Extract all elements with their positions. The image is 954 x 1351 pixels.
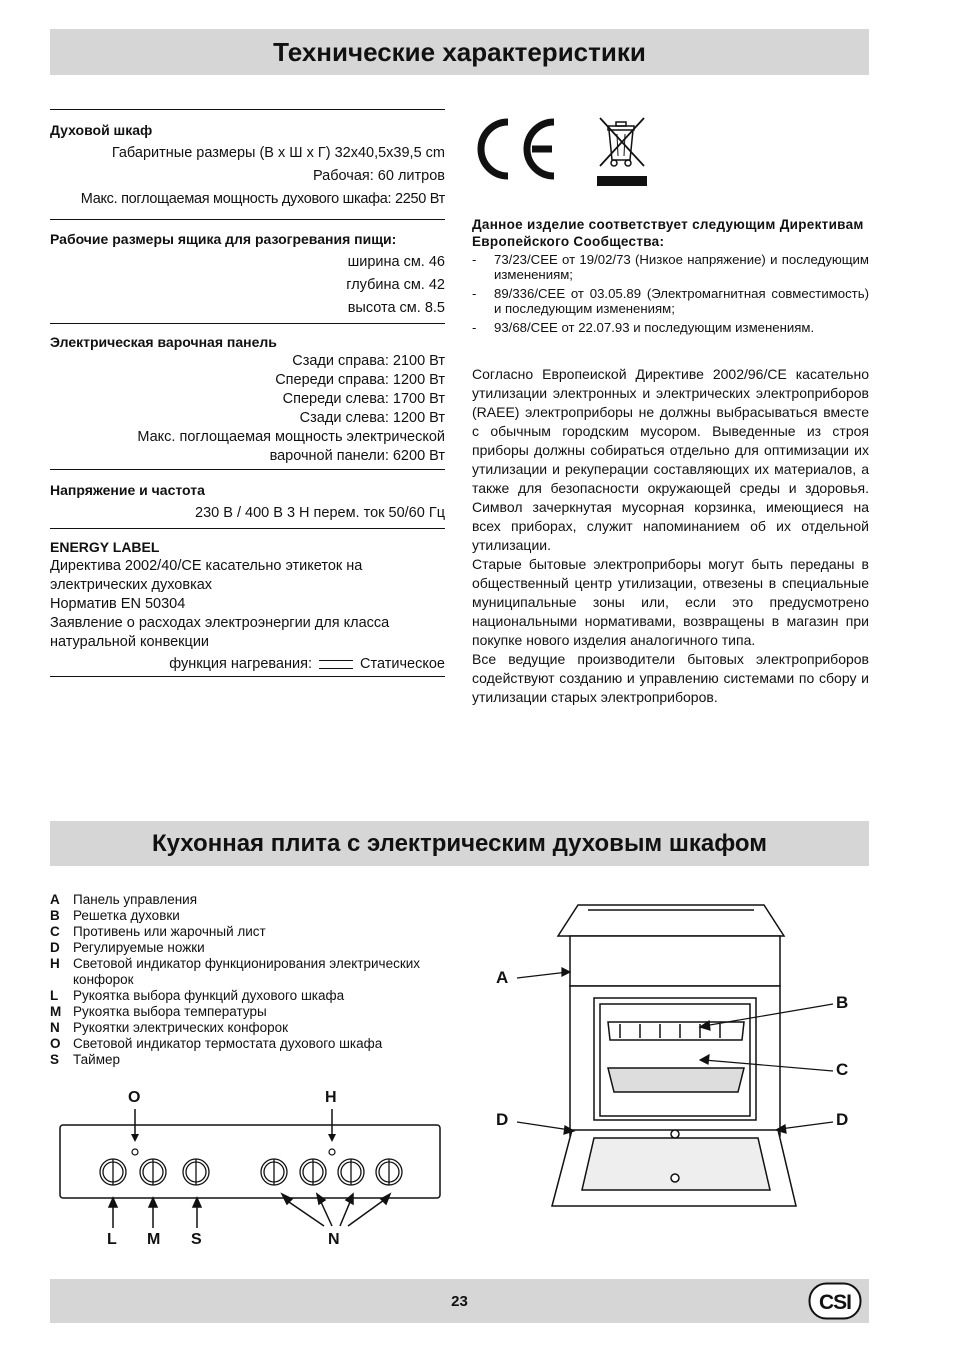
weee-crossed-bin-icon <box>596 116 648 188</box>
hob-specs <box>50 333 445 466</box>
directive-item: - 73/23/CEE от 19/02/73 (Низкое напряжение) и последующим изменениям; <box>472 252 869 282</box>
label-o: O <box>128 1089 141 1106</box>
drawer-title: Рабочие размеры ящика для разогревания пищи: <box>50 231 397 247</box>
baking-tray <box>608 1068 744 1092</box>
raee-paragraph: Согласно Европеиской Директиве 2002/96/CE касательно утилизации электронных и электрических электроприборов (RAEE) электроприборы не должны выбрасываться вместе с обычным городским мусором. Выведенные из строя приборы должны собираться отдельно для оптимизации их утилизации и рекуперации составляющих их материалов, а также для безопасности окружающей среды и здоровья. Символ зачеркнутая мусорная корзинка, имеющиеся на всех приборах, служит напоминанием об их отдельной утилизации. <box>472 366 869 553</box>
directive-text: 89/336/CEE от 03.05.89 (Электромагнитная совместимость) и последующим изменениям; <box>494 286 869 316</box>
legend-item: H Световой индикатор функционирования электрических конфорок <box>50 956 421 987</box>
directive-item: - 93/68/CEE от 22.07.93 и последующим изменениям. <box>472 320 815 335</box>
label-d-left: D <box>496 1110 509 1129</box>
conformity-block <box>472 216 869 339</box>
control-panel-diagram <box>56 1086 448 1251</box>
divider <box>50 528 445 529</box>
panel-outline <box>60 1125 440 1198</box>
oven-dimensions: Габаритные размеры (В х Ш х Г) 32х40,5х39,5 cm <box>111 145 445 161</box>
legend-item: D Регулируемые ножки <box>50 940 205 955</box>
drawer-depth: глубина см. 42 <box>346 277 445 293</box>
heating-function <box>50 655 445 674</box>
hob-line: Сзади слева: 1200 Вт <box>299 410 445 426</box>
csi-text: CSI <box>818 1291 852 1314</box>
heating-label: функция нагревания: <box>169 656 312 672</box>
raee-paragraph: Старые бытовые электроприборы могут быть переданы в общественный центр утилизации, отвезены в специальные муниципальные зоны или, если это предусмотрено национальными нормативами, возвращены в магазин при покупке нового изделия аналогичного типа. <box>472 556 869 648</box>
conformity-intro: Данное изделие соответствует следующим Директивам Европейского Сообщества: <box>472 217 864 249</box>
section-heading-cooker: Кухонная плита с электрическим духовым шкафом <box>50 821 869 866</box>
label-s: S <box>191 1231 202 1248</box>
oven-body <box>570 986 780 1136</box>
divider <box>50 676 445 677</box>
label-l: L <box>107 1231 117 1248</box>
legend-item: L Рукоятка выбора функций духового шкафа <box>50 988 345 1003</box>
directive-item: - 89/336/CEE от 03.05.89 (Электромагнитная совместимость) и последующим изменениям; <box>472 286 869 316</box>
divider <box>50 323 445 324</box>
hob-line: Макс. поглощаемая мощность электрической <box>137 429 445 445</box>
voltage-value: 230 В / 400 В 3 Н перем. ток 50/60 Гц <box>195 505 445 521</box>
hob-line: варочной панели: 6200 Вт <box>269 448 445 464</box>
label-n: N <box>328 1231 340 1248</box>
drawer-height: высота см. 8.5 <box>347 300 445 316</box>
energy-title: ENERGY LABEL <box>50 539 160 555</box>
energy-line: Директива 2002/40/CE касательно этикеток на <box>50 558 363 574</box>
heating-value: Статическое <box>360 656 445 672</box>
directive-text: 73/23/CEE от 19/02/73 (Низкое напряжение) и последующим изменениям; <box>494 252 869 282</box>
energy-line: электрических духовках <box>50 577 213 593</box>
pointer-arrows <box>109 1194 390 1228</box>
csi-logo-icon <box>808 1282 862 1320</box>
label-b: B <box>836 993 849 1012</box>
energy-label <box>50 538 445 674</box>
legend-item: B Решетка духовки <box>50 908 180 923</box>
voltage-title: Напряжение и частота <box>50 482 205 498</box>
legend-item: N Рукоятки электрических конфорок <box>50 1020 289 1035</box>
label-c: C <box>836 1060 849 1079</box>
legend-item: O Световой индикатор термостата духового шкафа <box>50 1036 383 1051</box>
section-heading-tech-specs: Технические характеристики <box>50 29 869 75</box>
control-panel <box>570 936 780 986</box>
energy-line: натуральной конвекции <box>50 634 210 650</box>
static-heating-icon <box>319 660 353 669</box>
hob-line: Спереди справа: 1200 Вт <box>275 372 445 388</box>
energy-line: Заявление о расходах электроэнергии для класса <box>50 615 390 631</box>
legend-item: S Таймер <box>50 1052 120 1067</box>
oven-specs <box>50 121 445 209</box>
legend-item: C Противень или жарочный лист <box>50 924 266 939</box>
page-number: 23 <box>451 1292 468 1310</box>
oven-volume: Рабочая: 60 литров <box>312 168 445 184</box>
label-d-right: D <box>836 1110 849 1129</box>
oven-max-power: Макс. поглощаемая мощность духового шкафа: 2250 Вт <box>80 191 445 207</box>
ce-mark-icon <box>472 116 560 182</box>
legend-item: M Рукоятка выбора температуры <box>50 1004 267 1019</box>
raee-text <box>472 365 869 707</box>
hob-line: Спереди слева: 1700 Вт <box>282 391 445 407</box>
divider <box>50 219 445 220</box>
component-legend <box>50 892 460 1068</box>
energy-line: Норматив EN 50304 <box>50 596 186 612</box>
drawer-width: ширина см. 46 <box>347 254 445 270</box>
drawer-specs <box>50 230 445 318</box>
oven-diagram <box>490 900 860 1212</box>
label-m: M <box>147 1231 161 1248</box>
hob-line: Сзади справа: 2100 Вт <box>292 353 445 369</box>
footer-bar <box>50 1279 869 1323</box>
divider <box>50 469 445 470</box>
label-a: A <box>496 968 509 987</box>
directive-text: 93/68/CEE от 22.07.93 и последующим изменениям. <box>494 320 815 335</box>
raee-paragraph: Все ведущие производители бытовых электроприборов содействуют созданию и управлению системами по сбору и утилизации старых электроприборов. <box>472 651 869 705</box>
legend-item: A Панель управления <box>50 892 198 907</box>
label-h: H <box>325 1089 337 1106</box>
hob-title: Электрическая варочная панель <box>50 334 277 350</box>
voltage-specs <box>50 481 445 523</box>
oven-title: Духовой шкаф <box>50 122 153 138</box>
divider <box>50 109 445 110</box>
